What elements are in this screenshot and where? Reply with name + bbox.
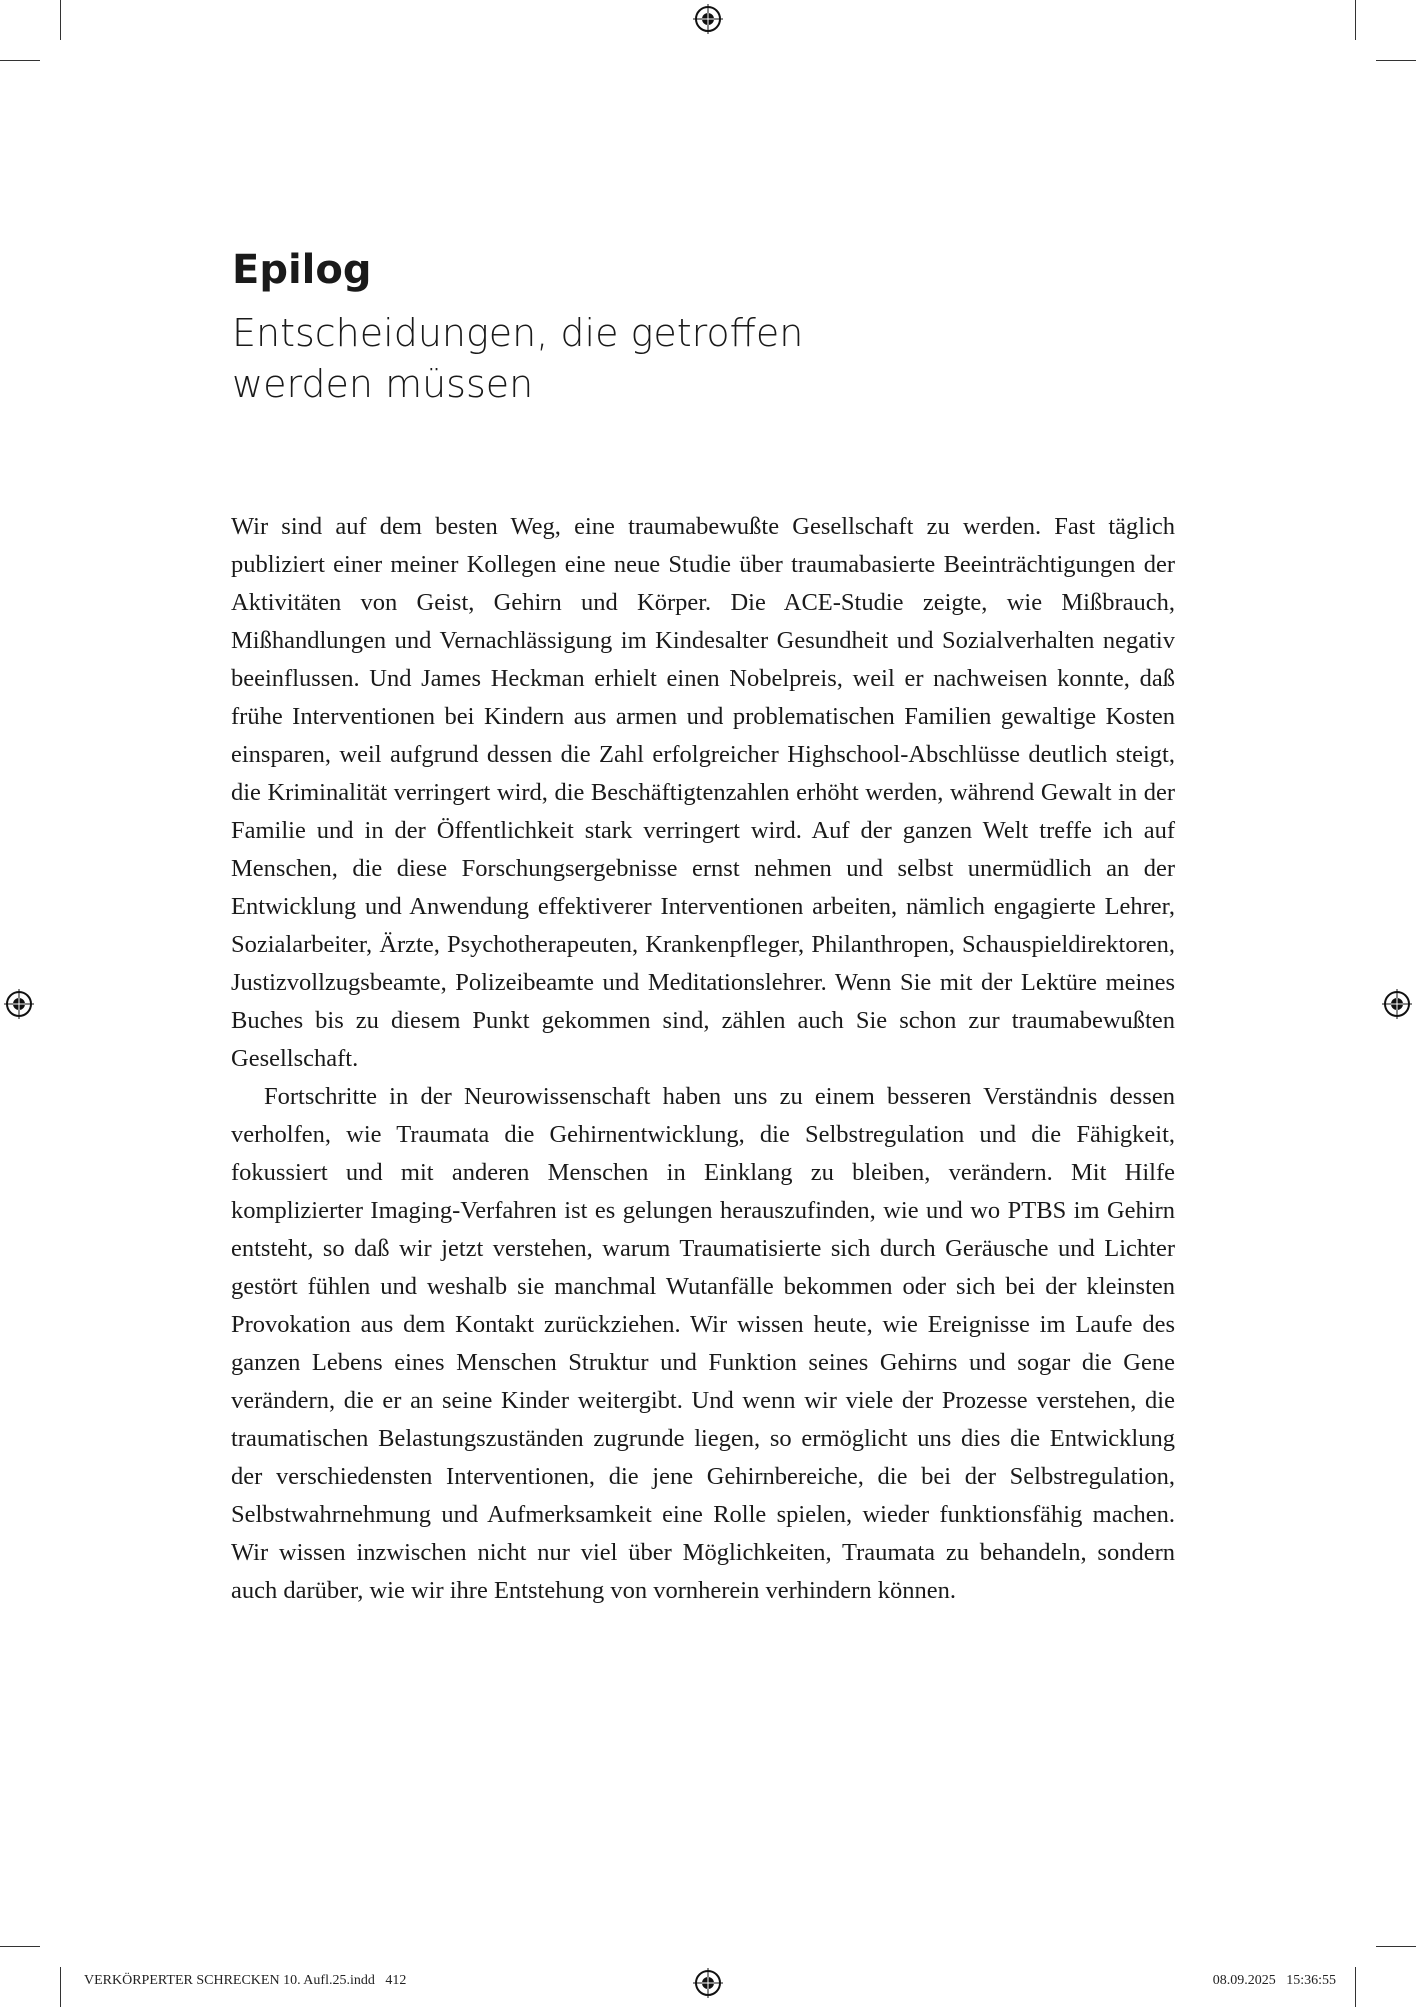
chapter-title: Epilog [232,247,372,293]
paragraph-1: Wir sind auf dem besten Weg, eine traumabewußte Gesellschaft zu werden. Fast täglich publiziert einer meiner Kollegen eine neue Studie über traumabasierte Beeinträchtigungen der Aktivitäten von Geist, Gehirn und Körper. Die ACE-Studie zeigte, wie Mißbrauch, Mißhandlungen und Vernachlässigung im Kindesalter Gesundheit und Sozialverhalten negativ beeinflussen. Und James Heckman erhielt einen Nobelpreis, weil er nachweisen konnte, daß frühe Interventionen bei Kindern aus armen und problematischen Familien gewaltige Kosten einsparen, weil aufgrund dessen die Zahl erfolgreicher Highschool-Abschlüsse deutlich steigt, die Kriminalität verringert wird, die Beschäftigtenzahlen erhöht werden, während Gewalt in der Familie und in der Öffentlichkeit stark verringert wird. Auf der ganzen Welt treffe ich auf Menschen, die diese Forschungsergebnisse ernst nehmen und selbst unermüdlich an der Entwicklung und Anwendung effektiverer Interventionen arbeiten, nämlich engagierte Lehrer, Sozialarbeiter, Ärzte, Psychotherapeuten, Krankenpfleger, Philanthropen, Schauspieldirektoren, Justizvollzugsbeamte, Polizeibeamte und Meditationslehrer. Wenn Sie mit der Lektüre meines Buches bis zu diesem Punkt gekommen sind, zählen auch Sie schon zur traumabewußten Gesellschaft. [231,513,1175,1072]
slug-datetime: 08.09.2025 15:36:55 [1212,1973,1336,1988]
crop-mark-bottom-right [1355,1967,1356,2007]
body-text [231,508,1175,1610]
crop-mark-top-right-h [1376,60,1416,61]
slug-file-info: VERKÖRPERTER SCHRECKEN 10. Aufl.25.indd 412 [84,1973,407,1988]
crop-mark-top-left [60,0,61,40]
crop-mark-bottom-left-h [0,1946,40,1947]
chapter-subtitle: Entscheidungen, die getroffen werden müssen [232,311,804,406]
paragraph-2: Fortschritte in der Neurowissenschaft haben uns zu einem besseren Verständnis dessen verholfen, wie Traumata die Gehirnentwicklung, die Selbstregulation und die Fähigkeit, fokussiert und mit anderen Menschen in Einklang zu bleiben, verändern. Mit Hilfe komplizierter Imaging-Verfahren ist es gelungen herauszufinden, wie und wo PTBS im Gehirn entsteht, so daß wir jetzt verstehen, warum Traumatisierte sich durch Geräusche und Lichter gestört fühlen und weshalb sie manchmal Wutanfälle bekommen oder sich bei der kleinsten Provokation aus dem Kontakt zurückziehen. Wir wissen heute, wie Ereignisse im Laufe des ganzen Lebens eines Menschen Struktur und Funktion seines Gehirns und sogar die Gene verändern, die er an seine Kinder weitergibt. Und wenn wir viele der Prozesse verstehen, die traumatischen Belastungszuständen zugrunde liegen, so ermöglicht uns dies die Entwicklung der verschiedensten Interventionen, die jene Gehirnbereiche, die bei der Selbstregulation, Selbstwahrnehmung und Aufmerksamkeit eine Rolle spielen, wieder funktionsfähig machen. Wir wissen inzwischen nicht nur viel über Möglichkeiten, Traumata zu behandeln, sondern auch darüber, wie wir ihre Entstehung von vornherein verhindern können. [231,1083,1175,1604]
registration-mark-right-icon [1382,989,1412,1019]
crop-mark-top-left-h [0,60,40,61]
crop-mark-bottom-right-h [1376,1946,1416,1947]
registration-mark-left-icon [4,989,34,1019]
crop-mark-bottom-left [60,1967,61,2007]
registration-mark-bottom-icon [693,1968,723,1998]
crop-mark-top-right [1355,0,1356,40]
registration-mark-top-icon [693,4,723,34]
